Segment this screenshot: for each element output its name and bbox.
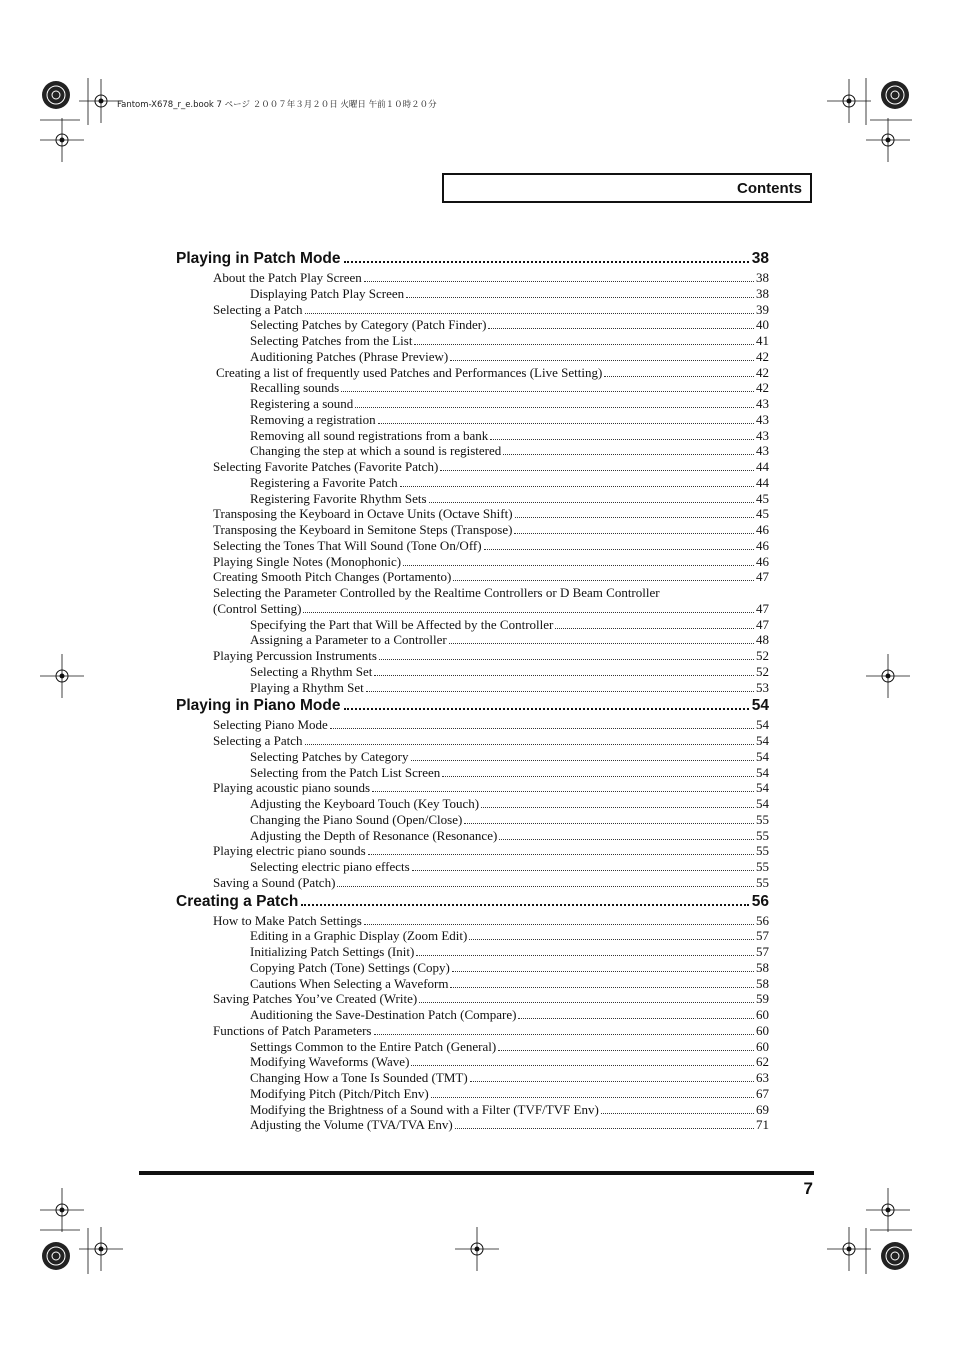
- entry-page: 56: [756, 912, 769, 928]
- toc-entry[interactable]: [176, 1086, 769, 1102]
- toc-entry[interactable]: [176, 812, 769, 828]
- toc-entry[interactable]: [176, 365, 769, 381]
- entry-title: Saving Patches You’ve Created (Write): [213, 991, 418, 1007]
- entry-title: Recalling sounds: [250, 380, 340, 396]
- entry-title: Changing How a Tone Is Sounded (TMT): [250, 1070, 468, 1085]
- leader-dots: [450, 987, 754, 988]
- leader-dots: [344, 261, 749, 263]
- entry-page: 43: [756, 427, 769, 443]
- toc-entry[interactable]: [176, 601, 769, 617]
- leader-dots: [364, 281, 754, 282]
- entry-page: 55: [756, 827, 769, 843]
- leader-dots: [498, 1050, 754, 1051]
- toc-entry[interactable]: [176, 617, 769, 633]
- toc-entry[interactable]: [176, 780, 769, 796]
- leader-dots: [601, 1113, 754, 1114]
- entry-title: Auditioning Patches (Phrase Preview): [250, 348, 449, 364]
- entry-title: Displaying Patch Play Screen: [250, 285, 405, 301]
- entry-page: 42: [756, 348, 769, 364]
- entry-title: Creating a list of frequently used Patches and Performances (Live Setting): [216, 364, 603, 380]
- leader-dots: [379, 659, 754, 660]
- toc-entry[interactable]: [176, 976, 769, 992]
- leader-dots: [355, 407, 754, 408]
- leader-dots: [440, 470, 754, 471]
- entry-title: Removing all sound registrations from a bank: [250, 427, 489, 443]
- section-title: Playing in Patch Mode: [176, 250, 341, 267]
- entry-page: 52: [756, 648, 769, 663]
- leader-dots: [337, 886, 754, 887]
- toc-entry[interactable]: [176, 664, 769, 680]
- toc-section: [176, 697, 769, 890]
- entry-title: Saving a Sound (Patch): [213, 874, 336, 890]
- section-title: Playing in Piano Mode: [176, 697, 341, 715]
- entry-title: Playing a Rhythm Set: [250, 679, 364, 695]
- leader-dots: [344, 708, 749, 710]
- leader-dots: [301, 904, 748, 906]
- toc-entry[interactable]: [176, 749, 769, 765]
- entry-page: 55: [756, 811, 769, 827]
- toc-entry[interactable]: [176, 944, 769, 960]
- leader-dots: [378, 423, 754, 424]
- leader-dots: [414, 344, 754, 345]
- entry-title: Editing in a Graphic Display (Zoom Edit): [250, 928, 468, 944]
- leader-dots: [416, 955, 754, 956]
- toc-entry[interactable]: [176, 459, 769, 475]
- entry-title: Modifying Waveforms (Wave): [250, 1054, 410, 1070]
- leader-dots: [305, 744, 754, 745]
- leader-dots: [515, 517, 754, 518]
- entry-page: 54: [756, 764, 769, 780]
- toc-entry[interactable]: [176, 569, 769, 585]
- toc-entry[interactable]: [176, 491, 769, 507]
- entry-title: Creating Smooth Pitch Changes (Portamento): [213, 569, 452, 585]
- leader-dots: [449, 643, 754, 644]
- entry-title: Adjusting the Volume (TVA/TVA Env): [250, 1117, 453, 1133]
- entry-page: 54: [756, 733, 769, 748]
- entry-title: Cautions When Selecting a Waveform: [250, 975, 449, 991]
- leader-dots: [368, 854, 754, 855]
- leader-dots: [403, 565, 754, 566]
- entry-title: Changing the step at which a sound is registered: [250, 443, 502, 459]
- toc-entry[interactable]: [176, 522, 769, 538]
- entry-title: Assigning a Parameter to a Controller: [250, 632, 447, 648]
- toc-entry[interactable]: [176, 506, 769, 522]
- section-page: 38: [751, 250, 769, 267]
- leader-dots: [372, 791, 754, 792]
- entry-title: Registering Favorite Rhythm Sets: [250, 490, 427, 506]
- toc-entry[interactable]: [176, 1007, 769, 1023]
- leader-dots: [341, 391, 754, 392]
- entry-title: Modifying Pitch (Pitch/Pitch Env): [250, 1085, 429, 1101]
- leader-dots: [470, 1081, 754, 1082]
- entry-page: 57: [756, 928, 769, 944]
- toc-entry[interactable]: [176, 396, 769, 412]
- entry-page: 47: [756, 569, 769, 585]
- leader-dots: [406, 297, 754, 298]
- toc-entry[interactable]: [176, 648, 769, 664]
- toc-entry[interactable]: [176, 302, 769, 318]
- entry-title: Playing electric piano sounds: [213, 843, 366, 859]
- leader-dots: [452, 971, 754, 972]
- entry-title: Selecting Patches by Category (Patch Finder): [250, 317, 487, 333]
- footer-rule: [139, 1171, 814, 1175]
- toc-entry[interactable]: [176, 333, 769, 349]
- leader-dots: [503, 454, 754, 455]
- leader-dots: [364, 924, 754, 925]
- entry-title: (Control Setting): [213, 600, 302, 616]
- entry-title: Playing Percussion Instruments: [213, 648, 377, 663]
- entry-title: Selecting the Tones That Will Sound (Tone On/Off): [213, 537, 482, 553]
- entry-title: Modifying the Brightness of a Sound with a Filter (TVF/TVF Env): [250, 1101, 599, 1117]
- entry-title: How to Make Patch Settings: [213, 912, 362, 928]
- entry-page: 55: [756, 843, 769, 859]
- leader-dots: [455, 1128, 754, 1129]
- entry-page: 43: [756, 411, 769, 427]
- entry-page: 71: [756, 1117, 769, 1133]
- entry-title: Registering a Favorite Patch: [250, 474, 398, 490]
- entry-page: 46: [756, 553, 769, 569]
- section-heading[interactable]: [176, 250, 769, 270]
- leader-dots: [442, 776, 754, 777]
- entry-page: 45: [756, 506, 769, 522]
- leader-dots: [429, 502, 754, 503]
- toc-entry[interactable]: [176, 859, 769, 875]
- leader-dots: [374, 675, 754, 676]
- section-page: 56: [751, 892, 769, 910]
- entry-page: 67: [756, 1085, 769, 1101]
- entry-page: 41: [756, 333, 769, 348]
- toc-entry[interactable]: [176, 475, 769, 491]
- entry-page: 60: [756, 1007, 769, 1022]
- entry-page: 46: [756, 522, 769, 537]
- entry-page: 60: [756, 1022, 769, 1038]
- toc-entry[interactable]: [176, 875, 769, 891]
- leader-dots: [518, 1018, 754, 1019]
- leader-dots: [484, 549, 754, 550]
- toc-entry[interactable]: [176, 1070, 769, 1086]
- toc-entry-line[interactable]: Selecting the Parameter Controlled by the Realtime Controllers or D Beam Controller: [213, 585, 660, 600]
- toc-entry[interactable]: [176, 928, 769, 944]
- toc-entry[interactable]: [176, 443, 769, 459]
- leader-dots: [481, 807, 754, 808]
- entry-page: 55: [756, 874, 769, 890]
- leader-dots: [604, 376, 754, 377]
- leader-dots: [555, 628, 754, 629]
- entry-title: Selecting Patches from the List: [250, 333, 413, 348]
- entry-title: Selecting a Patch: [213, 301, 303, 317]
- leader-dots: [330, 728, 754, 729]
- leader-dots: [499, 839, 754, 840]
- toc-entry[interactable]: [176, 765, 769, 781]
- leader-dots: [305, 313, 754, 314]
- entry-page: 39: [756, 301, 769, 317]
- entry-page: 54: [756, 780, 769, 796]
- entry-page: 46: [756, 537, 769, 553]
- toc-entry[interactable]: [176, 1102, 769, 1118]
- toc-entry[interactable]: [176, 680, 769, 696]
- leader-dots: [490, 439, 754, 440]
- leader-dots: [488, 328, 754, 329]
- leader-dots: [412, 870, 754, 871]
- entry-page: 45: [756, 490, 769, 506]
- toc-entry[interactable]: [176, 632, 769, 648]
- leader-dots: [431, 1097, 754, 1098]
- entry-page: 62: [756, 1054, 769, 1070]
- entry-page: 69: [756, 1101, 769, 1117]
- entry-page: 42: [756, 364, 769, 380]
- entry-title: Selecting Patches by Category: [250, 748, 409, 764]
- section-heading[interactable]: [176, 893, 769, 913]
- toc-entry[interactable]: [176, 270, 769, 286]
- toc-entry[interactable]: [176, 733, 769, 749]
- entry-page: 48: [756, 632, 769, 648]
- leader-dots: [419, 1002, 754, 1003]
- entry-page: 57: [756, 944, 769, 959]
- entry-title: Functions of Patch Parameters: [213, 1022, 372, 1038]
- entry-page: 42: [756, 380, 769, 396]
- entry-title: Auditioning the Save-Destination Patch (Compare): [250, 1007, 517, 1022]
- entry-title: Specifying the Part that Will be Affected by the Controller: [250, 616, 554, 632]
- book-meta-line: Fantom-X678_r_e.book 7 ページ ２００７年３月２０日 火曜日 午前１０時２０分: [117, 100, 437, 110]
- leader-dots: [411, 1065, 754, 1066]
- entry-page: 60: [756, 1038, 769, 1054]
- leader-dots: [374, 1034, 755, 1035]
- entry-page: 63: [756, 1070, 769, 1085]
- entry-title: Settings Common to the Entire Patch (General): [250, 1038, 497, 1054]
- entry-page: 58: [756, 975, 769, 991]
- section-heading[interactable]: [176, 697, 769, 717]
- entry-page: 54: [756, 748, 769, 764]
- entry-title: Changing the Piano Sound (Open/Close): [250, 811, 463, 827]
- toc-entry[interactable]: [176, 380, 769, 396]
- entry-page: 52: [756, 663, 769, 679]
- toc-entry[interactable]: [176, 1039, 769, 1055]
- toc-entry[interactable]: [176, 428, 769, 444]
- entry-title: Transposing the Keyboard in Octave Units (Octave Shift): [213, 506, 513, 522]
- entry-title: Removing a registration: [250, 411, 376, 427]
- toc-section: [176, 893, 769, 1134]
- contents-header-box: [442, 173, 812, 203]
- toc-entry[interactable]: [176, 538, 769, 554]
- leader-dots: [366, 691, 754, 692]
- entry-page: 58: [756, 959, 769, 975]
- entry-title: Playing Single Notes (Monophonic): [213, 553, 402, 569]
- leader-dots: [400, 486, 754, 487]
- toc-entry[interactable]: [176, 717, 769, 733]
- entry-title: Copying Patch (Tone) Settings (Copy): [250, 959, 450, 975]
- entry-page: 59: [756, 991, 769, 1007]
- leader-dots: [303, 612, 754, 613]
- entry-title: Adjusting the Depth of Resonance (Resonance): [250, 827, 498, 843]
- toc-entry[interactable]: [176, 1117, 769, 1133]
- entry-title: Registering a sound: [250, 396, 354, 411]
- toc-entry[interactable]: [176, 991, 769, 1007]
- section-page: 54: [751, 697, 769, 715]
- entry-page: 40: [756, 317, 769, 333]
- entry-page: 43: [756, 443, 769, 459]
- entry-page: 43: [756, 396, 769, 411]
- entry-title: Selecting Piano Mode: [213, 717, 328, 733]
- entry-page: 53: [756, 679, 769, 695]
- entry-title: Playing acoustic piano sounds: [213, 780, 371, 796]
- entry-page: 47: [756, 600, 769, 616]
- contents-title: Contents: [737, 180, 802, 197]
- toc-entry[interactable]: [176, 349, 769, 365]
- toc-entry[interactable]: [176, 828, 769, 844]
- entry-title: Initializing Patch Settings (Init): [250, 944, 415, 959]
- leader-dots: [411, 760, 755, 761]
- section-title: Creating a Patch: [176, 892, 299, 910]
- entry-title: Selecting a Patch: [213, 733, 303, 748]
- leader-dots: [464, 823, 754, 824]
- page-number: 7: [803, 1179, 813, 1198]
- entry-title: Selecting from the Patch List Screen: [250, 764, 441, 780]
- entry-page: 38: [756, 285, 769, 301]
- entry-title: About the Patch Play Screen: [213, 270, 362, 285]
- entry-page: 54: [756, 796, 769, 811]
- entry-title: Selecting a Rhythm Set: [250, 663, 373, 679]
- entry-title: Selecting electric piano effects: [250, 859, 410, 874]
- entry-page: 44: [756, 474, 769, 490]
- table-of-contents: [176, 250, 769, 1135]
- toc-entry[interactable]: [176, 843, 769, 859]
- toc-section: [176, 250, 769, 695]
- toc-entry[interactable]: [176, 412, 769, 428]
- entry-title: Selecting Favorite Patches (Favorite Patch): [213, 459, 439, 474]
- leader-dots: [469, 939, 754, 940]
- entry-title: Transposing the Keyboard in Semitone Steps (Transpose): [213, 522, 513, 537]
- entry-page: 54: [756, 717, 769, 733]
- entry-title: Adjusting the Keyboard Touch (Key Touch): [250, 796, 480, 811]
- toc-entry[interactable]: [176, 1023, 769, 1039]
- entry-page: 55: [756, 859, 769, 874]
- toc-entry[interactable]: [176, 796, 769, 812]
- entry-page: 38: [756, 270, 769, 285]
- toc-entry[interactable]: [176, 913, 769, 929]
- leader-dots: [453, 580, 754, 581]
- toc-entry[interactable]: [176, 286, 769, 302]
- toc-entry[interactable]: [176, 960, 769, 976]
- leader-dots: [514, 533, 754, 534]
- leader-dots: [450, 360, 754, 361]
- toc-entry[interactable]: [176, 1054, 769, 1070]
- entry-page: 47: [756, 616, 769, 632]
- entry-page: 44: [756, 459, 769, 474]
- toc-entry[interactable]: [176, 317, 769, 333]
- toc-entry[interactable]: [176, 554, 769, 570]
